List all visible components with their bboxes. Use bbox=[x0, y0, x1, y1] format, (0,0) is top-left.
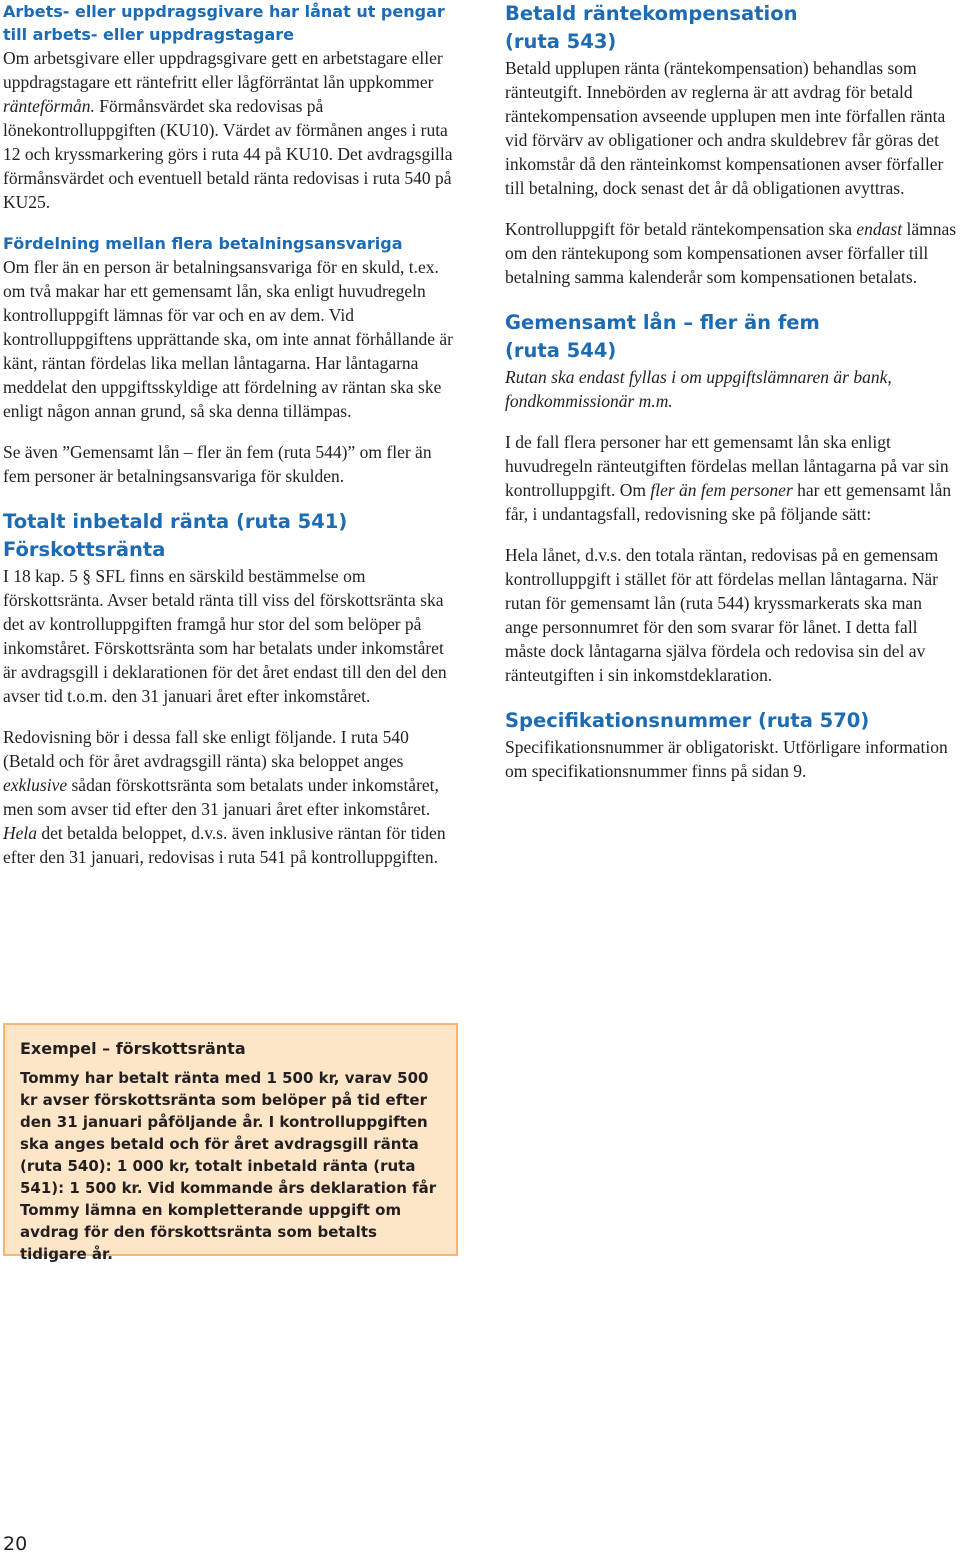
page-number: 20 bbox=[3, 1533, 28, 1555]
text-run: sådan förskottsränta som betalats under inkomståret, men som avser tid efter den 31 januari året efter inkomståret. bbox=[3, 775, 439, 819]
section-heading-fordelning: Fördelning mellan flera betalningsansvariga bbox=[3, 234, 403, 253]
heading-line: (ruta 543) bbox=[505, 30, 617, 53]
heading-line: Förskottsränta bbox=[3, 538, 166, 561]
paragraph: Se även ”Gemensamt lån – fler än fem (ruta 544)” om fler än fem personer är betalningsansvariga för skulden. bbox=[3, 442, 432, 486]
example-title: Exempel – förskottsränta bbox=[20, 1039, 246, 1058]
paragraph: Hela lånet, d.v.s. den totala räntan, redovisas på en gemensam kontrolluppgift i stället för att fördelas mellan låntagarna. När rutan för gemensamt lån (ruta 544) kryssmarkerats ska man ange personnumret för den som svarar för lånet. I detta fall måste dock låntagarna själva fördela och redovisa sin del av ränteutgiften i sin inkomstdeklaration. bbox=[505, 545, 939, 685]
text-run: det betalda beloppet, d.v.s. även inklusive räntan för tiden efter den 31 januari, redovisas i ruta 541 på kontrolluppgiften. bbox=[3, 823, 446, 867]
section-heading-totalt-inbetald-ranta bbox=[3, 508, 461, 564]
heading-line: Gemensamt lån – fler än fem bbox=[505, 311, 820, 334]
heading-line: Totalt inbetald ränta (ruta 541) bbox=[3, 510, 348, 533]
section-heading-specifikationsnummer: Specifikationsnummer (ruta 570) bbox=[505, 709, 870, 732]
paragraph bbox=[505, 217, 957, 289]
heading-line: (ruta 544) bbox=[505, 339, 617, 362]
example-text: Tommy har betalt ränta med 1 500 kr, varav 500 kr avser förskottsränta som belöper på tid efter den 31 januari påföljande år. I kontrolluppgiften ska anges betald och för året avdragsgill ränta (ruta 540): 1 000 kr, totalt inbetald ränta (ruta 541): 1 500 kr. Vid kommande års deklaration får Tommy lämna en kompletterande uppgift om avdrag för den förskottsränta som betalts tidigare år. bbox=[20, 1069, 437, 1263]
paragraph bbox=[3, 725, 461, 869]
text-run: Om arbetsgivare eller uppdragsgivare gett en arbetstagare eller uppdragstagare ett räntefritt eller lågförräntat lån uppkommer bbox=[3, 48, 443, 92]
emphasis-text: fler än fem personer bbox=[650, 480, 793, 500]
emphasis-text: exklusive bbox=[3, 775, 68, 795]
text-run: lämnas om den räntekupong som kompensationen avser förfaller till betalning samma kalenderår som kompensationen betalats. bbox=[505, 219, 957, 287]
example-box bbox=[3, 1023, 458, 1263]
paragraph: Betald upplupen ränta (räntekompensation) behandlas som ränteutgift. Innebörden av reglerna är att avdrag för betald räntekompensation avseende upplupen men inte förfallen ränta vid förvärv av obligationer och andra skuldebrev får göras det inkomstår då den ränteinkomst kompensationen avser förfaller till betalning, dock senast det år då obligationen avyttras. bbox=[505, 58, 946, 198]
text-run: Redovisning bör i dessa fall ske enligt följande. I ruta 540 (Betald och för året avdragsgill ränta) ska beloppet anges bbox=[3, 727, 409, 771]
text-run: I de fall flera personer har ett gemensamt lån ska enligt huvudregeln ränteutgiften fördelas mellan låntagarna på var sin kontrolluppgift. Om bbox=[505, 432, 949, 500]
heading-line: Betald räntekompensation bbox=[505, 2, 798, 25]
section-heading-lan-fran-arbetsgivare bbox=[3, 0, 461, 46]
text-run: har ett gemensamt lån får, i undantagsfall, redovisning ske på följande sätt: bbox=[505, 480, 952, 524]
paragraph-italic bbox=[505, 365, 957, 413]
heading-line: Arbets- eller uppdragsgivare har lånat ut pengar bbox=[3, 2, 445, 21]
left-column bbox=[3, 0, 461, 869]
section-heading-betald-rantekompensation bbox=[505, 0, 957, 56]
paragraph: I 18 kap. 5 § SFL finns en särskild bestämmelse om förskottsränta. Avser betald ränta till viss del förskottsränta ska det av kontrolluppgiften framgå hur stor del som belöper på inkomståret. Förskottsränta som har betalats under inkomståret är avdragsgill i deklarationen för det året endast till den del den avser tid t.o.m. den 31 januari året efter inkomståret. bbox=[3, 566, 447, 706]
paragraph: Om fler än en person är betalningsansvariga för en skuld, t.ex. om två makar har ett gemensamt lån, ska enligt huvudregeln kontrolluppgift lämnas för var och en av dem. Vid kontrolluppgiftens upprättande ska, om inte annat förhållande är känt, räntan fördelas lika mellan låntagarna. Har låntagarna meddelat den uppgiftsskyldige att fördelning av räntan ska ske enligt någon annan grund, så ska denna tillämpas. bbox=[3, 257, 454, 421]
heading-line: till arbets- eller uppdragstagare bbox=[3, 25, 295, 44]
text-run: Förmånsvärdet ska redovisas på lönekontrolluppgiften (KU10). Värdet av förmånen anges i ruta 12 och kryssmarkering görs i ruta 44 på KU10. Det avdragsgilla förmånsvärdet och eventuell betald ränta redovisas i ruta 540 på KU25. bbox=[3, 96, 453, 212]
emphasis-text: Rutan ska endast fyllas i om uppgiftslämnaren är bank, fondkommissionär m.m. bbox=[505, 367, 892, 411]
emphasis-text: Hela bbox=[3, 823, 38, 843]
paragraph: Specifikationsnummer är obligatoriskt. Utförligare information om specifikationsnummer finns på sidan 9. bbox=[505, 737, 948, 781]
section-heading-gemensamt-lan bbox=[505, 309, 957, 365]
text-run: Kontrolluppgift för betald räntekompensation ska bbox=[505, 219, 857, 239]
right-column bbox=[505, 0, 957, 783]
emphasis-text: endast bbox=[856, 219, 903, 239]
emphasis-text: ränteförmån. bbox=[3, 96, 95, 116]
paragraph bbox=[505, 430, 957, 526]
paragraph bbox=[3, 46, 461, 214]
